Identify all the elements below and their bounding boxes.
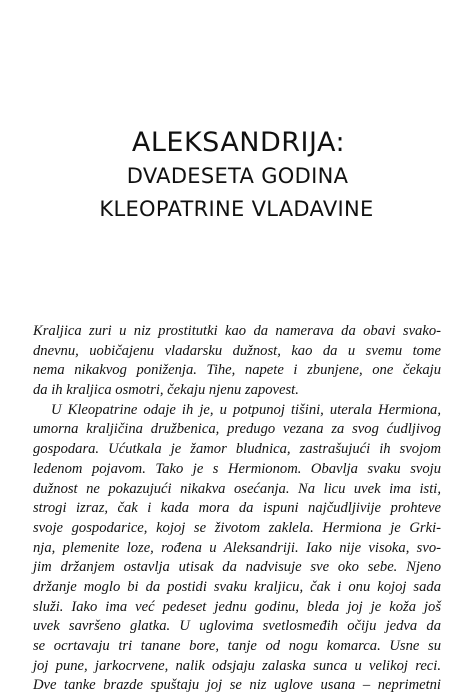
text-line: Dve tanke brazde spuštaju joj se niz uglove usana – neprimetni [33,677,441,694]
text-line: ledenom pojavom. Tako je s Hermionom. Obavlja svaku svoju [33,460,441,477]
text-line: držanje moglo bi da postidi svaku kraljicu, čak i onu kojoj sada [33,578,441,595]
text-line: se ocrtavaju tri tanane bore, tanje od nogu komarca. Usne su [33,638,441,654]
text-line: strogi izraz, čak i kada mora da ispuni najčudljivije prohteve [33,500,441,517]
chapter-subtitle-line-2: KLEOPATRINE VLADAVINE [99,197,374,221]
text-line: Kraljica zuri u niz prostitutki kao da namerava da obavi svako- [33,323,441,339]
body-text [33,322,441,696]
text-line: jim držanjem ostavlja utisak da nadvisuje sve oko sebe. Njeno [33,559,441,576]
text-line: umorna kraljičina družbenica, predugo vezana za svog ćudljivog [33,421,441,438]
chapter-heading [0,126,469,226]
text-line: dužnost ne pokazujući nikakva osećanja. Na licu uvek ima isti, [33,480,441,497]
text-line: služi. Iako ima već pedeset jednu godinu, bleda joj je koža još [33,598,441,615]
text-line: svoje gospodarice, kojoj se životom zaklela. Hermiona je Grki- [33,519,441,536]
text-line: gospodara. Ućutkala je žamor bludnica, zastrašujući ih svojom [33,441,441,458]
text-line: U Kleopatrine odaje ih je, u potpunoj tišini, uterala Hermiona, [51,401,441,418]
chapter-title: ALEKSANDRIJA: [131,127,346,158]
text-line: dnevnu, uobičajenu vladarsku dužnost, kao da u svemu tome [33,342,441,359]
chapter-subtitle-line-1: DVADESETA GODINA [126,164,349,188]
text-line: joj pune, jarkocrvene, nalik odsjaju zalaska sunca u velikoj reci. [33,657,441,674]
text-line: nema nikakvog poniženja. Tihe, napete i zbunjene, one čekaju [33,362,441,379]
text-line: uvek savršeno glatka. U uglovima svetlosmeđih očiju jedva da [33,618,441,635]
text-line: nja, plemenite loze, rođena u Aleksandriji. Iako nije visoka, svo- [33,539,441,556]
text-line: da ih kraljica osmotri, čekaju njenu zapovest. [33,382,299,399]
